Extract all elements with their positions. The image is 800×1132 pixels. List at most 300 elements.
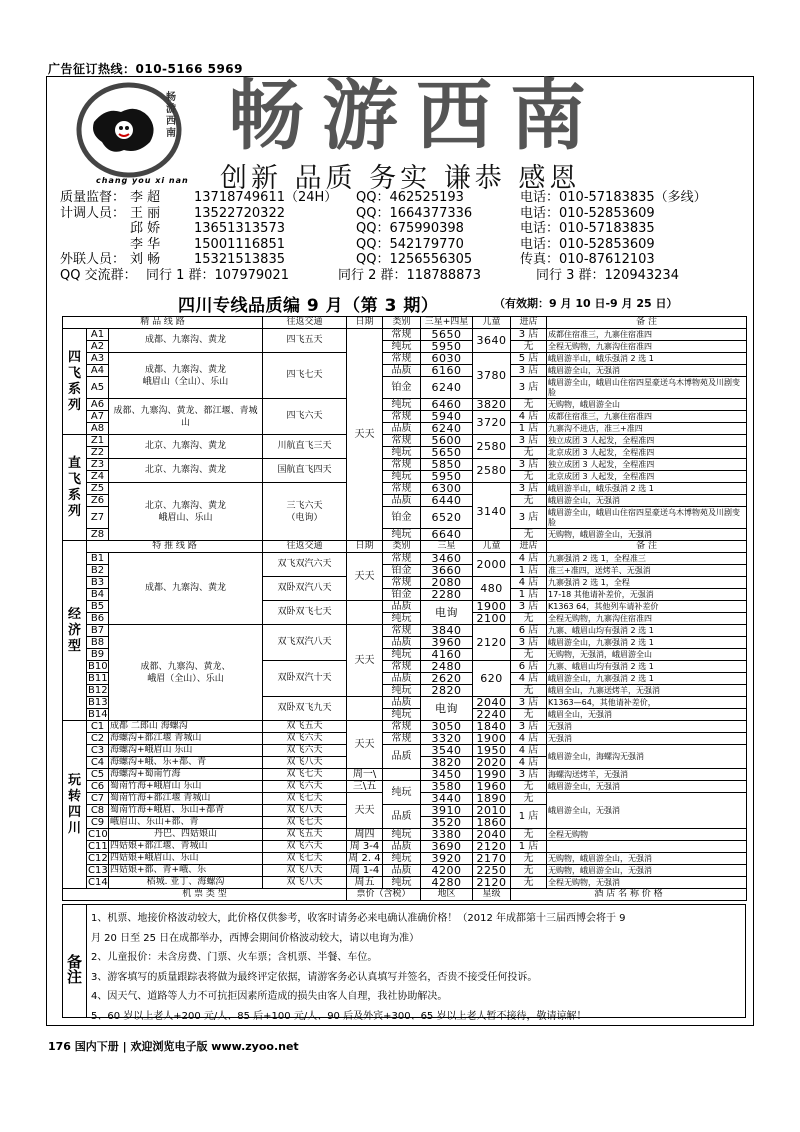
price: 6520	[421, 507, 473, 529]
route-code: C10	[88, 829, 108, 840]
route-name	[109, 625, 263, 721]
table-row	[63, 745, 747, 757]
type: 纯玩	[383, 649, 421, 661]
note-item: 1、机票、地接价格波动较大，此价格仅供参考，收客时请务必来电确认准确价格！（2012 年成都第十三届西博会将于 9	[91, 913, 626, 924]
route-code: Z4	[87, 471, 109, 483]
table-row	[63, 483, 747, 495]
date-empty	[347, 601, 383, 625]
logo-seal: 畅游西南	[166, 92, 176, 139]
shops: 3 店	[511, 507, 547, 529]
route-code: A3	[87, 353, 109, 365]
transport: 双飞八天	[263, 805, 347, 817]
route-line: 峨眉山（全山）、乐山	[142, 376, 229, 387]
note: 峨眉全山，九寨送烤羊，无强消	[547, 685, 747, 697]
date-daily: 天天	[347, 329, 383, 541]
route-name: 成都、九寨沟、黄龙、都江堰、青城山	[109, 399, 263, 435]
route-code: C8	[87, 805, 109, 817]
contact-name: 刘 畅	[130, 252, 161, 268]
note: 北京成团 3 人起发，全程准四	[547, 471, 747, 483]
route-code: B11	[88, 673, 108, 684]
child-price: 2240	[473, 709, 511, 721]
header-type: 类别	[383, 317, 421, 329]
shops: 无	[511, 829, 547, 841]
price: 6460	[421, 399, 473, 411]
price: 6240	[421, 377, 473, 399]
child-price: 2120	[473, 625, 511, 661]
price: 3960	[421, 637, 473, 649]
header-shops: 进店	[511, 317, 547, 329]
route-code: C7	[87, 793, 109, 805]
type: 常规	[383, 459, 421, 471]
type: 常规	[383, 483, 421, 495]
header-star: 三星	[421, 541, 473, 553]
contact-qq: QQ：675990398	[356, 221, 464, 237]
shops: 无	[511, 793, 547, 805]
header-star: 三星+四星	[421, 317, 473, 329]
note: 九寨、峨眉山均有强消 2 选 1	[547, 661, 747, 673]
price: 5650	[421, 447, 473, 459]
brand-slogan: 创新 品质 务实 谦恭 感恩	[220, 163, 581, 194]
note-item: 2、儿童报价：未含房费、门票、火车票；含机票、半餐、车位。	[91, 952, 378, 963]
shops: 4 店	[511, 757, 547, 769]
child-price: 1860	[473, 817, 511, 829]
route-code: C13	[88, 865, 108, 876]
route-name: 海螺沟+峨眉山 乐山	[109, 745, 263, 757]
type: 常规	[383, 329, 421, 341]
contact-tel: 电话：010-57183835（多线）	[520, 190, 707, 205]
transport: 双卧双汽八天	[263, 577, 347, 601]
header-shops: 进店	[511, 541, 547, 553]
shops: 无	[511, 495, 547, 507]
date-daily: 天天	[347, 793, 383, 829]
transport: 双卧双汽十天	[263, 661, 347, 697]
table-row	[63, 459, 747, 471]
route-code: B14	[88, 709, 108, 720]
transport: 双飞六天	[263, 733, 347, 745]
header-note: 备 注	[547, 541, 747, 553]
type: 纯玩	[383, 781, 421, 805]
contact-qq: QQ：542179770	[356, 236, 464, 252]
shops: 无	[511, 341, 547, 353]
type-empty	[383, 769, 421, 781]
type: 品质	[383, 745, 421, 769]
route-code: Z1	[87, 435, 109, 447]
shops: 3 店	[511, 435, 547, 447]
note: 北京成团 3 人起发，全程准四	[547, 447, 747, 459]
transport: 双飞七天	[263, 817, 347, 829]
date: 三\五	[347, 781, 383, 793]
date: 周四	[347, 829, 383, 841]
child-price: 1890	[473, 793, 511, 805]
child-price: 3820	[473, 399, 511, 411]
issue-title: 四川专线品质编 9 月（第 3 期）	[178, 296, 439, 316]
price: 5850	[421, 459, 473, 471]
note: 成都住宿准三，九寨住宿准四	[547, 411, 747, 423]
price: 5600	[421, 435, 473, 447]
price: 3440	[421, 793, 473, 805]
note: 九寨强消 2 选 1，全程	[547, 577, 747, 589]
header-date: 日期	[347, 541, 383, 553]
route-code: C6	[87, 781, 109, 793]
shops: 3 店	[511, 637, 547, 649]
route-name: 北京、九寨沟、黄龙	[109, 459, 263, 483]
note: 无强消	[547, 733, 747, 745]
table-row	[63, 841, 747, 853]
contact-qq: QQ：1256556305	[356, 252, 473, 268]
route-code: B2	[87, 565, 109, 577]
price: 3540	[421, 745, 473, 757]
category-economy: 经济型	[63, 541, 87, 721]
type: 常规	[383, 353, 421, 365]
route-line: 峨眉（全山）、乐山	[147, 673, 224, 684]
note: 峨眉全山，无强消	[547, 709, 747, 721]
price: 3520	[421, 817, 473, 829]
child-price: 620	[473, 661, 511, 697]
route-name: 蜀南竹海+都江堰 青城山	[109, 793, 263, 805]
type: 品质	[383, 601, 421, 613]
type: 品质	[383, 841, 421, 853]
price: 4160	[421, 649, 473, 661]
price: 6160	[421, 365, 473, 377]
footer-header-row	[63, 889, 747, 901]
price: 2620	[421, 673, 473, 685]
shops: 1 店	[511, 423, 547, 435]
transport: 四飞六天	[263, 399, 347, 435]
route-name	[109, 353, 263, 399]
transport: 国航直飞四天	[263, 459, 347, 483]
child-price: 2020	[473, 757, 511, 769]
contact-row	[60, 206, 750, 222]
route-name: 北京、九寨沟、黄龙	[109, 435, 263, 459]
child-price: 2040	[473, 829, 511, 841]
shops: 无	[511, 613, 547, 625]
child-price: 2580	[473, 435, 511, 459]
price: 2280	[421, 589, 473, 601]
route-code: Z3	[87, 459, 109, 471]
header-machine: 机 票 类 型	[63, 889, 347, 901]
route-code: C4	[87, 757, 109, 769]
child-price: 3640	[473, 329, 511, 353]
qq-groups-row	[60, 268, 750, 284]
route-code: C14	[88, 877, 108, 888]
transport: 双飞七天	[263, 769, 347, 781]
child-price: 2120	[473, 877, 511, 889]
category-sichuan-fly: 四飞系列	[63, 329, 87, 435]
route-line: 北京、九寨沟、黄龙	[145, 500, 227, 511]
ad-hotline: 广告征订热线：010-5166 5969	[48, 62, 244, 76]
contacts-block	[60, 190, 750, 284]
header-transport: 往返交通	[263, 317, 347, 329]
child-price: 3140	[473, 483, 511, 541]
type: 纯玩	[383, 853, 421, 865]
header-route: 特 推 线 路	[87, 541, 263, 553]
shops: 3 店	[511, 377, 547, 399]
contact-row	[60, 190, 750, 206]
header-date: 日期	[347, 317, 383, 329]
note: 17-18 其他请补差价，无强消	[547, 589, 747, 601]
shops: 3 店	[511, 721, 547, 733]
route-code: A1	[87, 329, 109, 341]
contact-row	[60, 237, 750, 253]
table-row	[63, 733, 747, 745]
route-name: 海螺沟+都江堰 青城山	[109, 733, 263, 745]
table-header-row	[63, 541, 747, 553]
price: 2080	[421, 577, 473, 589]
note: 全程无购物，九寨沟住宿准四	[547, 341, 747, 353]
type: 品质	[383, 673, 421, 685]
contact-phone: 13651313573	[194, 221, 285, 237]
note: 峨眉游半山，峨乐强消 2 选 1	[547, 483, 747, 495]
shops: 无	[511, 709, 547, 721]
shops: 3 店	[511, 483, 547, 495]
note-item: 3、游客填写的质量跟踪表将做为最终评定依据，请游客务必认真填写并签名，否贵不接受任何投诉。	[91, 971, 538, 983]
header-transport: 往返交通	[263, 541, 347, 553]
route-name: 蜀南竹海+峨眉、乐山+都青	[109, 805, 263, 817]
shops: 3 店	[511, 365, 547, 377]
type: 纯玩	[383, 447, 421, 459]
transport: 双卧双飞九天	[263, 697, 347, 721]
shops: 无	[511, 853, 547, 865]
header-region: 地区	[421, 889, 473, 901]
route-code: Z7	[87, 507, 109, 529]
route-code: C3	[87, 745, 109, 757]
header-child: 儿童	[473, 541, 511, 553]
note: 准三+准四，送烤羊、无强消	[547, 565, 747, 577]
note: 九寨、峨眉山均有强消 2 选 1	[547, 625, 747, 637]
contact-qq: QQ：1664377336	[356, 205, 473, 221]
header-hotel: 酒 店 名 称 价 格	[511, 889, 747, 901]
price: 6300	[421, 483, 473, 495]
route-code: A2	[87, 341, 109, 353]
transport: 双飞六天	[263, 745, 347, 757]
shops: 无	[511, 471, 547, 483]
type: 品质	[383, 423, 421, 435]
route-name: 海螺沟+蜀南竹海	[109, 769, 263, 781]
shops: 无	[511, 447, 547, 459]
logo-pinyin: chang you xi nan	[96, 176, 189, 185]
table-row	[63, 553, 747, 565]
transport: 双飞八天	[263, 865, 347, 877]
transport: 双飞五天	[263, 829, 347, 841]
route-name	[109, 483, 263, 541]
type: 品质	[383, 805, 421, 829]
price: 5950	[421, 471, 473, 483]
note: 峨眉游全山，海螺沟无强消	[547, 745, 747, 769]
shops: 无	[511, 781, 547, 793]
header-route: 精 品 线 路	[63, 317, 263, 329]
price: 3050	[421, 721, 473, 733]
shops: 无	[511, 685, 547, 697]
transport: 双飞六天	[263, 781, 347, 793]
contact-name: 邱 娇	[130, 221, 161, 237]
child-price: 1990	[473, 769, 511, 781]
table-header-row	[63, 317, 747, 329]
price: 电询	[421, 601, 473, 625]
route-code: B7	[87, 625, 109, 637]
date-daily: 天天	[347, 721, 383, 769]
type: 纯玩	[383, 709, 421, 721]
price: 6240	[421, 423, 473, 435]
note-item: 4、因天气、道路等人力不可抗拒因素所造成的损失由客人自理，我社协助解决。	[91, 991, 448, 1002]
child-price: 1900	[473, 601, 511, 613]
contact-role: 质量监督：	[60, 190, 126, 205]
type: 常规	[383, 733, 421, 745]
note: 峨眉游半山，峨乐强消 2 选 1	[547, 353, 747, 365]
contact-tel: 电话：010-57183835	[520, 221, 655, 237]
contact-role: 计调人员：	[60, 205, 126, 221]
price: 6640	[421, 529, 473, 541]
table-row	[63, 853, 747, 865]
note: 峨眉游全山，无强消	[547, 781, 747, 793]
type: 常规	[383, 553, 421, 565]
route-code: B10	[88, 661, 108, 672]
child-price: 2120	[473, 841, 511, 853]
transport: 双飞六天	[263, 841, 347, 853]
shops: 3 店	[511, 459, 547, 471]
notes-label: 备注	[63, 905, 87, 1017]
child-price: 2100	[473, 613, 511, 625]
type: 铂金	[383, 565, 421, 577]
shops: 3 店	[511, 601, 547, 613]
price: 3380	[421, 829, 473, 841]
route-code: A6	[87, 399, 109, 411]
route-code: B9	[87, 649, 109, 661]
contact-row	[60, 252, 750, 268]
note: 无购物，峨眉游全山	[547, 399, 747, 411]
note: 峨眉游全山，峨眉山住宿四星豪送乌木博物苑及川剧变脸	[547, 507, 747, 529]
type: 品质	[383, 865, 421, 877]
transport: 双飞八天	[263, 757, 347, 769]
contact-role: 外联人员：	[60, 252, 126, 268]
price: 5950	[421, 341, 473, 353]
type: 纯玩	[383, 341, 421, 353]
table-row	[63, 399, 747, 411]
header-note: 备 注	[547, 317, 747, 329]
qq-group-1: 同行 1 群：107979021	[146, 267, 289, 283]
type: 品质	[383, 697, 421, 709]
route-code: B6	[87, 613, 109, 625]
route-code: Z2	[87, 447, 109, 459]
price: 电询	[421, 697, 473, 721]
price: 2480	[421, 661, 473, 673]
shops: 无	[511, 649, 547, 661]
child-price: 3780	[473, 353, 511, 399]
note: K1363 64，其他列车请补差价	[547, 601, 747, 613]
shops: 4 店	[511, 553, 547, 565]
type: 铂金	[383, 377, 421, 399]
route-code: B8	[87, 637, 109, 649]
contact-tel: 电话：010-52853609	[520, 236, 655, 252]
header-star-level: 星级	[473, 889, 511, 901]
child-price: 1950	[473, 745, 511, 757]
note: 峨眉游全山，九寨强消 2 选 1	[547, 637, 747, 649]
route-line: 峨眉山、乐山	[158, 512, 213, 523]
transport: 双飞双汽六天	[263, 553, 347, 577]
price: 3910	[421, 805, 473, 817]
header-ticket-price: 票价（含税）	[347, 889, 421, 901]
note-item: 5、60 岁以上老人+200 元/人、85 后+100 元/人、90 后及外宾+300、65 岁以上老人暂不接待，敬请谅解！	[91, 1010, 587, 1022]
transport: 双飞七天	[263, 853, 347, 865]
date-empty	[347, 697, 383, 721]
type: 常规	[383, 721, 421, 733]
route-code: A5	[87, 377, 109, 399]
transport: 川航直飞三天	[263, 435, 347, 459]
route-code: C1	[87, 721, 109, 733]
table-row	[63, 829, 747, 841]
route-name: 四姑娘+峨眉山、乐山	[109, 853, 263, 865]
type: 纯玩	[383, 471, 421, 483]
shops: 1 店	[511, 565, 547, 577]
price: 3690	[421, 841, 473, 853]
route-name: 成都、九寨沟、黄龙	[109, 553, 263, 625]
date-daily: 天天	[347, 625, 383, 697]
table-row	[63, 625, 747, 637]
table-row	[63, 769, 747, 781]
price: 3460	[421, 553, 473, 565]
date: 周 1-4	[347, 865, 383, 877]
shops: 1 店	[511, 805, 547, 829]
price: 2820	[421, 685, 473, 697]
shops: 3 店	[511, 329, 547, 341]
price: 3820	[421, 757, 473, 769]
contact-name: 李 华	[130, 236, 161, 252]
note: 九寨沟不进店，准三+准四	[547, 423, 747, 435]
route-name: 丹巴、四姑娘山	[109, 829, 263, 841]
route-name: 四姑娘+都江堰、青城山	[109, 841, 263, 853]
date: 周五	[347, 877, 383, 889]
price: 3840	[421, 625, 473, 637]
notes-box	[62, 904, 746, 1022]
note: 全程无购物	[547, 829, 747, 841]
note: 海螺沟送烤羊，无强消	[547, 769, 747, 781]
transport: 双飞双汽八天	[263, 625, 347, 661]
transport	[263, 483, 347, 541]
type: 常规	[383, 435, 421, 447]
price: 3920	[421, 853, 473, 865]
notes-list	[91, 909, 741, 1026]
note: 九寨强消 2 选 1，全程准三	[547, 553, 747, 565]
transport-line: 三飞六天	[286, 500, 323, 511]
route-code: B4	[87, 589, 109, 601]
route-name: 成都、九寨沟、黄龙	[109, 329, 263, 353]
transport: 双卧双飞七天	[263, 601, 347, 625]
route-line: 成都、九寨沟、黄龙、	[140, 661, 231, 672]
child-price: 2170	[473, 853, 511, 865]
page-footer: 176 国内下册 | 欢迎浏览电子版 www.zyoo.net	[48, 1040, 299, 1053]
note: 无购物，峨眉游全山，无强消	[547, 853, 747, 865]
route-name: 成都 二郎山 海螺沟	[109, 721, 263, 733]
price: 6440	[421, 495, 473, 507]
route-name: 海螺沟+峨、乐+都、青	[109, 757, 263, 769]
shops: 无	[511, 865, 547, 877]
route-code: B3	[87, 577, 109, 589]
shops: 3 店	[511, 697, 547, 709]
note: 独立成团 3 人起发，全程准四	[547, 435, 747, 447]
route-code: Z8	[87, 529, 109, 541]
note: 峨眉游全山，峨眉山住宿四星豪送乌木博物苑及川剧变脸	[547, 377, 747, 399]
table-row	[63, 721, 747, 733]
type: 纯玩	[383, 877, 421, 889]
type: 品质	[383, 365, 421, 377]
price: 3450	[421, 769, 473, 781]
type: 纯玩	[383, 829, 421, 841]
type: 纯玩	[383, 613, 421, 625]
qq-group-3: 同行 3 群：120943234	[536, 267, 679, 283]
note-empty	[547, 841, 747, 853]
note: 全程无购物，无强消	[547, 877, 747, 889]
shops: 无	[511, 529, 547, 541]
route-code: C9	[87, 817, 109, 829]
